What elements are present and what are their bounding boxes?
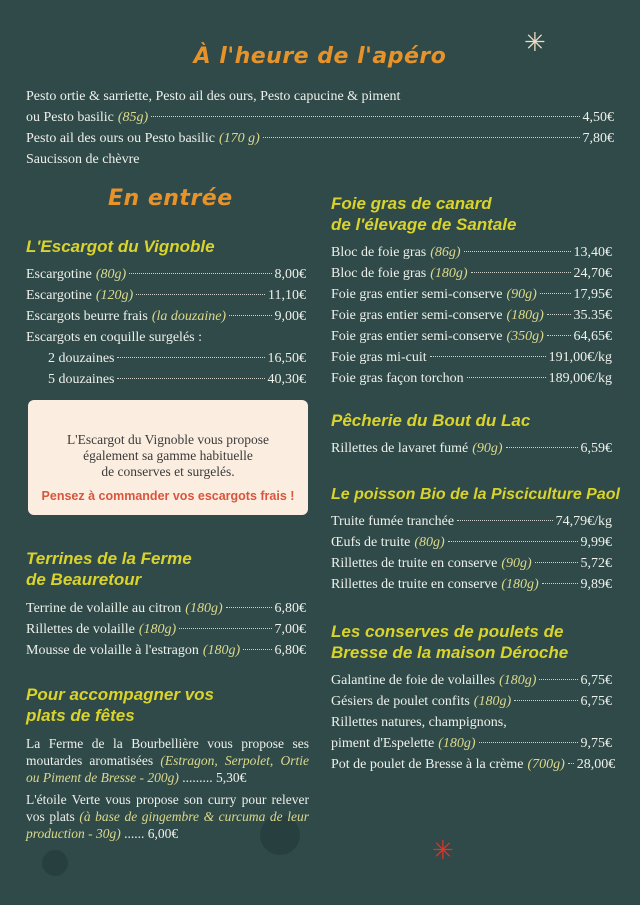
dot-leader xyxy=(457,520,553,521)
item-name: Foie gras façon torchon xyxy=(331,371,464,386)
dot-leader xyxy=(506,447,578,448)
item-qty: (180g) xyxy=(202,643,241,658)
entree-title: En entrée xyxy=(108,186,233,211)
conserves-heading xyxy=(331,621,568,663)
heading-line: Terrines de la Ferme xyxy=(26,549,192,568)
menu-item xyxy=(26,348,306,369)
item-price: 74,79€/kg xyxy=(555,514,612,529)
item-name: Foie gras entier semi-conserve xyxy=(331,287,503,302)
menu-item xyxy=(331,305,612,326)
dot-leader xyxy=(243,649,271,650)
poisson-list xyxy=(331,511,612,595)
item-price: 6,80€ xyxy=(274,643,306,658)
item-qty: (180g) xyxy=(438,736,476,751)
escargot-note xyxy=(28,400,308,515)
dot-leader xyxy=(229,315,271,316)
heading-line: Pour accompagner vos xyxy=(26,685,215,704)
apero-section xyxy=(26,86,614,170)
item-name: Terrine de volaille au citron xyxy=(26,601,182,616)
item-price: 9,75€ xyxy=(580,736,612,751)
dot-leader xyxy=(542,583,578,584)
escargot-heading: L'Escargot du Vignoble xyxy=(26,237,215,256)
poisson-heading: Le poisson Bio de la Pisciculture Paol xyxy=(331,486,620,503)
item-qty: (80g) xyxy=(414,535,445,550)
item-price: 6,75€ xyxy=(580,673,612,688)
curry-item: L'étoile Verte vous propose son curry pour relever vos plats (à base de gingembre & curcuma de leur production - 30g) ...... 6,00€ xyxy=(26,792,309,841)
heading-line: de Beauretour xyxy=(26,570,142,589)
item-qty: (90g) xyxy=(506,287,537,302)
item-price: 8,00€ xyxy=(274,267,306,282)
item-name: Saucisson de chèvre xyxy=(26,152,140,167)
menu-item xyxy=(331,733,612,754)
item-price: 6,75€ xyxy=(580,694,612,709)
accompagner-heading xyxy=(26,684,214,726)
menu-item xyxy=(331,263,612,284)
item-name: Escargots beurre frais xyxy=(26,309,148,324)
item-name: Rillettes de lavaret fumé xyxy=(331,441,469,456)
dot-leader xyxy=(471,272,571,273)
dot-leader xyxy=(540,293,571,294)
apero-line: Pesto ortie & sarriette, Pesto ail des ours, Pesto capucine & piment xyxy=(26,89,401,104)
item-qty: (85g) xyxy=(117,110,149,125)
menu-item xyxy=(26,327,306,348)
item-qty: (180g) xyxy=(501,577,539,592)
menu-item xyxy=(26,285,306,306)
item-name: Rillettes de volaille xyxy=(26,622,135,637)
accompagner-list xyxy=(26,735,309,847)
item-name: Rillettes de truite en conserve xyxy=(331,556,498,571)
menu-item xyxy=(26,598,306,619)
menu-item xyxy=(331,347,612,368)
menu-item xyxy=(331,712,612,733)
item-name: Rillettes de truite en conserve xyxy=(331,577,498,592)
item-name: Escargotine xyxy=(26,267,92,282)
dot-leader xyxy=(514,700,577,701)
item-qty: (80g) xyxy=(95,267,127,282)
heading-line: plats de fêtes xyxy=(26,706,135,725)
item-price: 6,80€ xyxy=(274,601,306,616)
item-name: Œufs de truite xyxy=(331,535,411,550)
item-price: 5,30€ xyxy=(215,770,247,785)
heading-line: Bresse de la maison Déroche xyxy=(331,643,569,662)
conserves-list xyxy=(331,670,616,775)
item-price: 9,99€ xyxy=(580,535,612,550)
foie-heading xyxy=(331,193,516,235)
menu-item xyxy=(26,264,306,285)
item-price: 35.35€ xyxy=(573,308,612,323)
item-price: 17,95€ xyxy=(573,287,612,302)
item-price: 9,00€ xyxy=(274,309,306,324)
item-name: 2 douzaines xyxy=(48,351,115,366)
item-qty: (la douzaine) xyxy=(151,309,227,324)
menu-item xyxy=(331,242,612,263)
dot-leader xyxy=(464,251,571,252)
item-qty: (à base de gingembre & curcuma de leur production - 30g) xyxy=(26,809,309,841)
item-qty: (180g) xyxy=(138,622,177,637)
item-name: Escargotine xyxy=(26,288,92,303)
item-qty: (180g) xyxy=(185,601,223,616)
item-text: L'étoile Verte vous propose son curry pour relever vos plats xyxy=(26,792,309,824)
item-price: 9,89€ xyxy=(580,577,612,592)
item-price: 7,80€ xyxy=(582,131,614,146)
dot-leader xyxy=(117,378,264,379)
dot-leader xyxy=(547,335,571,336)
item-qty: (350g) xyxy=(506,329,544,344)
dot-leader xyxy=(117,357,264,358)
menu-item xyxy=(26,619,306,640)
item-name: Pot de poulet de Bresse à la crème xyxy=(331,757,524,772)
dot-leader xyxy=(129,273,271,274)
item-name: Bloc de foie gras xyxy=(331,266,427,281)
dot-leader xyxy=(226,607,272,608)
menu-item xyxy=(26,128,614,149)
snowflake-icon: ✳ xyxy=(432,836,454,865)
dot-leader xyxy=(539,679,577,680)
item-name: Bloc de foie gras xyxy=(331,245,427,260)
menu-item xyxy=(331,553,612,574)
item-name: ou Pesto basilic xyxy=(26,110,114,125)
item-price: 4,50€ xyxy=(582,110,614,125)
item-price: 6,00€ xyxy=(147,826,179,841)
item-price: 189,00€/kg xyxy=(548,371,612,386)
dot-leader xyxy=(448,541,578,542)
dot-leader xyxy=(136,294,265,295)
item-qty: (700g) xyxy=(527,757,565,772)
item-name: Rillettes natures, champignons, xyxy=(331,715,507,730)
item-name: Truite fumée tranchée xyxy=(331,514,455,529)
menu-item xyxy=(331,326,612,347)
item-qty: (120g) xyxy=(95,288,134,303)
item-name: Escargots en coquille surgelés : xyxy=(26,330,202,345)
item-qty: (180g) xyxy=(499,673,537,688)
foie-list xyxy=(331,242,612,389)
dot-leader xyxy=(535,562,578,563)
item-name: Mousse de volaille à l'estragon xyxy=(26,643,199,658)
item-name: 5 douzaines xyxy=(48,372,115,387)
item-qty: (180g) xyxy=(430,266,468,281)
moutarde-item: La Ferme de la Bourbellière vous propose ses moutardes aromatisées (Estragon, Serpolet, Ortie ou Piment de Bresse - 200g) ......... 5,30€ xyxy=(26,736,309,785)
item-price: 16,50€ xyxy=(267,351,306,366)
menu-item xyxy=(331,691,612,712)
note-warning: Pensez à commander vos escargots frais ! xyxy=(41,489,295,503)
dot-leader xyxy=(467,377,546,378)
item-price: 6,59€ xyxy=(580,441,612,456)
menu-item xyxy=(331,532,612,553)
heading-line: Foie gras de canard xyxy=(331,194,492,213)
note-line: L'Escargot du Vignoble vous propose xyxy=(66,432,270,447)
item-name: Foie gras entier semi-conserve xyxy=(331,329,503,344)
dot-leader xyxy=(179,628,271,629)
menu-item xyxy=(331,284,612,305)
dot-leader xyxy=(547,314,571,315)
menu-item xyxy=(331,511,612,532)
menu-item xyxy=(26,149,614,170)
item-price: 13,40€ xyxy=(573,245,612,260)
dot-leader xyxy=(479,742,578,743)
dot-leader xyxy=(263,137,580,138)
item-price: 40,30€ xyxy=(267,372,306,387)
menu-item xyxy=(331,754,616,775)
escargot-list xyxy=(26,264,306,390)
item-qty: (86g) xyxy=(430,245,461,260)
item-price: 191,00€/kg xyxy=(548,350,612,365)
item-price: 11,10€ xyxy=(268,288,306,303)
menu-item xyxy=(26,107,614,128)
terrines-heading xyxy=(26,548,192,590)
item-name: piment d'Espelette xyxy=(331,736,435,751)
menu-item xyxy=(331,438,612,459)
decor-dot xyxy=(42,850,68,876)
menu-item xyxy=(26,369,306,390)
snowflake-icon: ✳ xyxy=(524,28,546,57)
item-qty: (170 g) xyxy=(219,131,260,146)
item-name: Foie gras entier semi-conserve xyxy=(331,308,503,323)
menu-item xyxy=(26,640,306,661)
item-qty: (90g) xyxy=(501,556,532,571)
item-name: Foie gras mi-cuit xyxy=(331,350,427,365)
terrines-list xyxy=(26,598,306,661)
item-qty: (Estragon, Serpolet, Ortie ou Piment de Bresse - 200g) xyxy=(26,753,309,785)
menu-item xyxy=(331,368,612,389)
heading-line: de l'élevage de Santale xyxy=(331,215,517,234)
item-qty: (180g) xyxy=(473,694,512,709)
item-name: Pesto ail des ours ou Pesto basilic xyxy=(26,131,215,146)
item-price: 5,72€ xyxy=(580,556,612,571)
page-title: À l'heure de l'apéro xyxy=(193,44,447,69)
item-price: 28,00€ xyxy=(576,757,616,772)
item-name: Gésiers de poulet confits xyxy=(331,694,470,709)
menu-item xyxy=(331,574,612,595)
item-price: 64,65€ xyxy=(573,329,612,344)
note-line: également sa gamme habituelle xyxy=(83,448,253,463)
item-qty: (90g) xyxy=(472,441,503,456)
pecherie-list xyxy=(331,438,612,459)
menu-item xyxy=(331,670,612,691)
dot-leader xyxy=(430,356,546,357)
dot-leader xyxy=(151,116,579,117)
pecherie-heading: Pêcherie du Bout du Lac xyxy=(331,411,531,430)
item-qty: (180g) xyxy=(506,308,544,323)
item-text: La Ferme de la Bourbellière vous propose ses moutardes aromatisées xyxy=(26,736,309,768)
item-price: 7,00€ xyxy=(274,622,306,637)
item-name: Galantine de foie de volailles xyxy=(331,673,496,688)
note-line: de conserves et surgelés. xyxy=(101,464,235,479)
heading-line: Les conserves de poulets de xyxy=(331,622,564,641)
item-price: 24,70€ xyxy=(573,266,612,281)
menu-item xyxy=(26,306,306,327)
dot-leader xyxy=(568,763,574,764)
